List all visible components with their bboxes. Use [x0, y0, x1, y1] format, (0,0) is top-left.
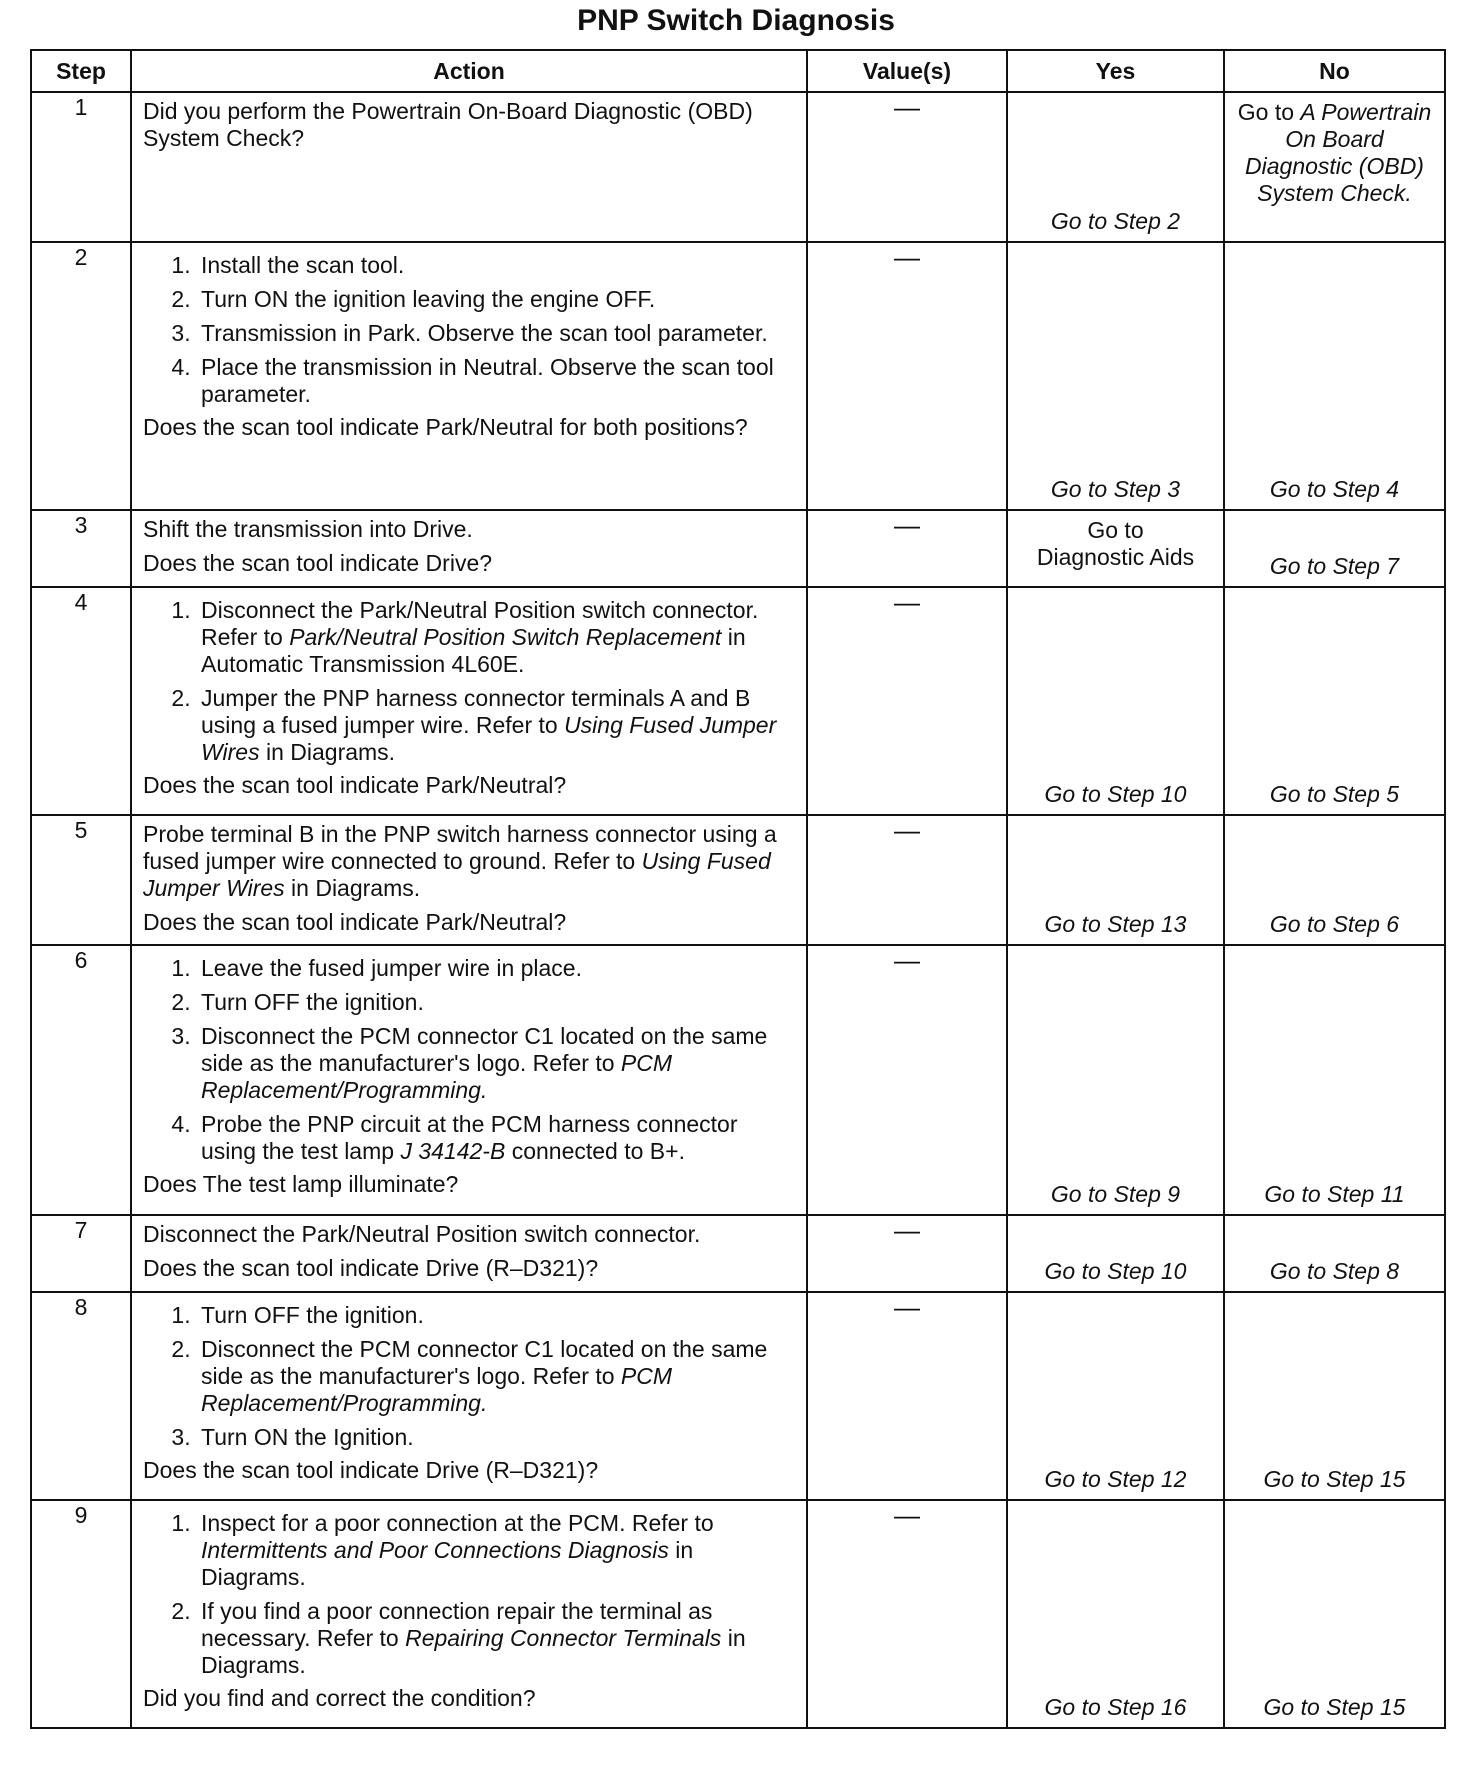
no-link[interactable]: Go to Step 15 — [1263, 1694, 1406, 1720]
header-step: Step — [31, 50, 131, 92]
step-number: 3 — [31, 510, 131, 587]
yes-cell — [1007, 1215, 1224, 1292]
no-link[interactable] — [1225, 93, 1444, 207]
action-list — [143, 1510, 798, 1679]
header-no: No — [1224, 50, 1445, 92]
list-item: 1. Leave the fused jumper wire in place. — [197, 955, 798, 982]
no-link[interactable]: Go to Step 15 — [1263, 1466, 1406, 1492]
list-item: 1. Install the scan tool. — [197, 252, 798, 279]
no-cell — [1224, 92, 1445, 242]
step-number: 6 — [31, 945, 131, 1215]
no-cell — [1224, 1292, 1445, 1500]
no-target: A Powertrain On Board Diagnostic (OBD) System Check. — [1245, 99, 1432, 206]
action-list — [143, 955, 798, 1165]
step-number: 9 — [31, 1500, 131, 1728]
value-cell: — — [807, 815, 1007, 945]
no-cell — [1224, 242, 1445, 510]
yes-link-line2: Diagnostic Aids — [1036, 544, 1195, 570]
step-number: 1 — [31, 92, 131, 242]
yes-cell — [1007, 1292, 1224, 1500]
no-cell — [1224, 815, 1445, 945]
header-yes: Yes — [1007, 50, 1224, 92]
action-cell — [131, 1500, 807, 1728]
header-action: Action — [131, 50, 807, 92]
value-cell: — — [807, 510, 1007, 587]
yes-cell — [1007, 1500, 1224, 1728]
table-row — [31, 1500, 1445, 1728]
no-link[interactable]: Go to Step 5 — [1269, 781, 1400, 807]
yes-link[interactable]: Go to Step 12 — [1044, 1466, 1187, 1492]
list-item: 2. If you find a poor connection repair the terminal as necessary. Refer to Repairing Connector Terminals in Diagrams. — [197, 1598, 798, 1679]
yes-link[interactable]: Go to Step 2 — [1050, 208, 1181, 234]
action-cell — [131, 92, 807, 242]
table-row — [31, 815, 1445, 945]
action-question: Does The test lamp illuminate? — [143, 1171, 459, 1197]
yes-link[interactable]: Go to Step 9 — [1050, 1181, 1181, 1207]
list-item: 1. Turn OFF the ignition. — [197, 1302, 798, 1329]
no-link[interactable]: Go to Step 7 — [1269, 553, 1400, 579]
table-row — [31, 242, 1445, 510]
value-cell: — — [807, 92, 1007, 242]
value-cell: — — [807, 1215, 1007, 1292]
yes-link[interactable]: Go to Step 13 — [1044, 911, 1187, 937]
step-number: 4 — [31, 587, 131, 815]
no-link[interactable]: Go to Step 11 — [1264, 1181, 1405, 1207]
list-item: 1. Disconnect the Park/Neutral Position switch connector. Refer to Park/Neutral Position Switch Replacement in Automatic Transmission 4L60E. — [197, 597, 798, 678]
action-question: Does the scan tool indicate Park/Neutral? — [143, 772, 567, 798]
no-cell — [1224, 510, 1445, 587]
action-list — [143, 1302, 798, 1451]
yes-link[interactable]: Go to Step 16 — [1044, 1694, 1187, 1720]
no-cell — [1224, 1500, 1445, 1728]
header-value: Value(s) — [807, 50, 1007, 92]
value-cell: — — [807, 1500, 1007, 1728]
yes-cell — [1007, 945, 1224, 1215]
value-cell: — — [807, 945, 1007, 1215]
value-cell: — — [807, 1292, 1007, 1500]
no-cell — [1224, 587, 1445, 815]
yes-link[interactable]: Go to Step 10 — [1044, 781, 1187, 807]
action-cell — [131, 510, 807, 587]
no-link[interactable]: Go to Step 8 — [1269, 1258, 1400, 1284]
yes-link[interactable] — [1008, 511, 1223, 571]
action-question: Does the scan tool indicate Drive (R–D321)? — [143, 1457, 599, 1483]
list-item: 3. Transmission in Park. Observe the scan tool parameter. — [197, 320, 798, 347]
action-question: Does the scan tool indicate Drive (R–D321)? — [143, 1255, 599, 1281]
list-item: 2. Turn OFF the ignition. — [197, 989, 798, 1016]
table-row — [31, 1292, 1445, 1500]
action-cell — [131, 587, 807, 815]
table-row — [31, 92, 1445, 242]
no-link[interactable]: Go to Step 6 — [1269, 911, 1400, 937]
action-question: Did you find and correct the condition? — [143, 1685, 536, 1711]
list-item: 2. Jumper the PNP harness connector terminals A and B using a fused jumper wire. Refer to Using Fused Jumper Wires in Diagrams. — [197, 685, 798, 766]
list-item: 1. Inspect for a poor connection at the PCM. Refer to Intermittents and Poor Connections Diagnosis in Diagrams. — [197, 1510, 798, 1591]
yes-cell — [1007, 587, 1224, 815]
action-question: Does the scan tool indicate Park/Neutral for both positions? — [143, 414, 748, 440]
action-text: Probe terminal B in the PNP switch harness connector using a fused jumper wire connected to ground. Refer to Using Fused Jumper Wires in Diagrams. — [143, 821, 777, 901]
no-cell — [1224, 945, 1445, 1215]
value-cell: — — [807, 242, 1007, 510]
action-question: Does the scan tool indicate Park/Neutral? — [143, 909, 567, 935]
yes-cell — [1007, 242, 1224, 510]
diagnosis-table — [30, 49, 1446, 1729]
action-text: Shift the transmission into Drive. — [143, 516, 473, 542]
yes-cell — [1007, 92, 1224, 242]
action-cell — [131, 242, 807, 510]
step-number: 8 — [31, 1292, 131, 1500]
table-row — [31, 587, 1445, 815]
list-item: 3. Turn ON the Ignition. — [197, 1424, 798, 1451]
table-row — [31, 945, 1445, 1215]
list-item: 3. Disconnect the PCM connector C1 located on the same side as the manufacturer's logo. Refer to PCM Replacement/Programming. — [197, 1023, 798, 1104]
no-cell — [1224, 1215, 1445, 1292]
list-item: 4. Probe the PNP circuit at the PCM harness connector using the test lamp J 34142-B connected to B+. — [197, 1111, 798, 1165]
no-link[interactable]: Go to Step 4 — [1269, 476, 1400, 502]
list-item: 2. Turn ON the ignition leaving the engine OFF. — [197, 286, 798, 313]
action-cell — [131, 1292, 807, 1500]
list-item: 2. Disconnect the PCM connector C1 located on the same side as the manufacturer's logo. Refer to PCM Replacement/Programming. — [197, 1336, 798, 1417]
action-list — [143, 597, 798, 766]
step-number: 5 — [31, 815, 131, 945]
action-text: Did you perform the Powertrain On-Board Diagnostic (OBD) System Check? — [143, 98, 753, 151]
no-prefix: Go to — [1237, 99, 1301, 125]
document-title: PNP Switch Diagnosis — [577, 4, 895, 37]
action-cell — [131, 1215, 807, 1292]
yes-cell — [1007, 510, 1224, 587]
table-row — [31, 1215, 1445, 1292]
step-number: 7 — [31, 1215, 131, 1292]
yes-link[interactable]: Go to Step 10 — [1044, 1258, 1187, 1284]
table-row — [31, 510, 1445, 587]
action-list — [143, 252, 798, 408]
yes-link-line1: Go to — [1087, 517, 1144, 543]
action-cell — [131, 815, 807, 945]
action-text: Disconnect the Park/Neutral Position switch connector. — [143, 1221, 701, 1247]
value-cell: — — [807, 587, 1007, 815]
header-row — [31, 50, 1445, 92]
list-item: 4. Place the transmission in Neutral. Observe the scan tool parameter. — [197, 354, 798, 408]
yes-link[interactable]: Go to Step 3 — [1050, 476, 1181, 502]
step-number: 2 — [31, 242, 131, 510]
action-cell — [131, 945, 807, 1215]
action-question: Does the scan tool indicate Drive? — [143, 550, 493, 576]
yes-cell — [1007, 815, 1224, 945]
